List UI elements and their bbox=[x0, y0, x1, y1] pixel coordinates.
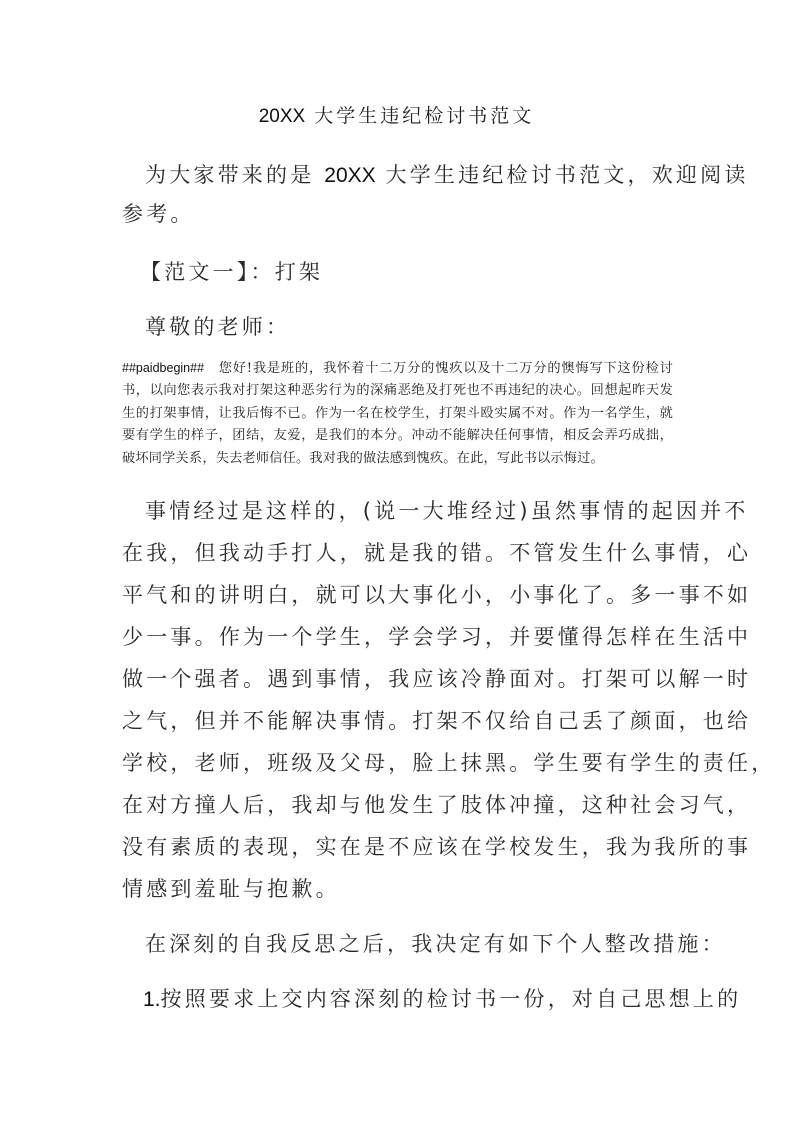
measure-text: 按照要求上交内容深刻的检讨书一份，对自己思想上的 bbox=[160, 987, 742, 1011]
main-paragraph-line: 情感到羞耻与抱歉。 bbox=[122, 877, 340, 901]
small-paragraph-line: 破坏同学关系，失去老师信任。我对我的做法感到愧疚。在此，写此书以示悔过。 bbox=[122, 451, 604, 466]
main-paragraph-line: 平气和的讲明白，就可以大事化小，小事化了。多一事不如 bbox=[122, 583, 752, 607]
main-paragraph-line: 少一事。作为一个学生，学会学习，并要懂得怎样在生活中 bbox=[122, 625, 752, 649]
section-heading: 【范文一】：打架 bbox=[140, 260, 324, 284]
small-paragraph-line: 书，以向您表示我对打架这种恶劣行为的深痛恶绝及打死也不再违纪的决心。回想起昨天发 bbox=[122, 383, 673, 398]
main-paragraph-line: 在对方撞人后，我却与他发生了肢体冲撞，这种社会习气， bbox=[122, 793, 752, 817]
reflection-intro: 在深刻的自我反思之后，我决定有如下个人整改措施： bbox=[145, 932, 726, 956]
main-paragraph-line: 没有素质的表现，实在是不应该在学校发生，我为我所的事 bbox=[122, 835, 752, 859]
small-paragraph-line: 生的打架事情，让我后悔不已。作为一名在校学生，打架斗殴实属不对。作为一名学生，就 bbox=[122, 406, 673, 421]
title-text: 大学生违纪检讨书范文 bbox=[305, 105, 535, 127]
main-paragraph-line: 之气，但并不能解决事情。打架不仅给自己丢了颜面，也给 bbox=[122, 709, 752, 733]
small-paragraph-line: ##paidbegin## 您好!我是班的，我怀着十二万分的愧疚以及十二万分的懊悔写下这份检讨 bbox=[122, 361, 673, 376]
small-paragraph-line: 要有学生的样子，团结，友爱，是我们的本分。冲动不能解决任何事情，相反会弄巧成拙， bbox=[122, 428, 673, 443]
measure-item-1 bbox=[143, 983, 742, 1013]
main-paragraph-line: 在我，但我动手打人，就是我的错。不管发生什么事情，心 bbox=[122, 541, 752, 565]
title-year: 20XX bbox=[258, 106, 306, 127]
main-paragraph-line: 学校，老师，班级及父母，脸上抹黑。学生要有学生的责任， bbox=[122, 751, 776, 775]
document-title bbox=[0, 101, 793, 128]
paid-marker: ##paidbegin## bbox=[122, 361, 205, 375]
measure-number: 1. bbox=[143, 988, 161, 1011]
main-paragraph-line: 做一个强者。遇到事情，我应该冷静面对。打架可以解一时 bbox=[122, 667, 752, 691]
salutation: 尊敬的老师： bbox=[145, 315, 291, 339]
main-paragraph-line: 事情经过是这样的，(说一大堆经过)虽然事情的起因并不 bbox=[145, 499, 749, 523]
intro-line-2: 参考。 bbox=[122, 202, 195, 226]
intro-line-1: 为大家带来的是 20XX 大学生违纪检讨书范文，欢迎阅读 bbox=[145, 163, 749, 187]
